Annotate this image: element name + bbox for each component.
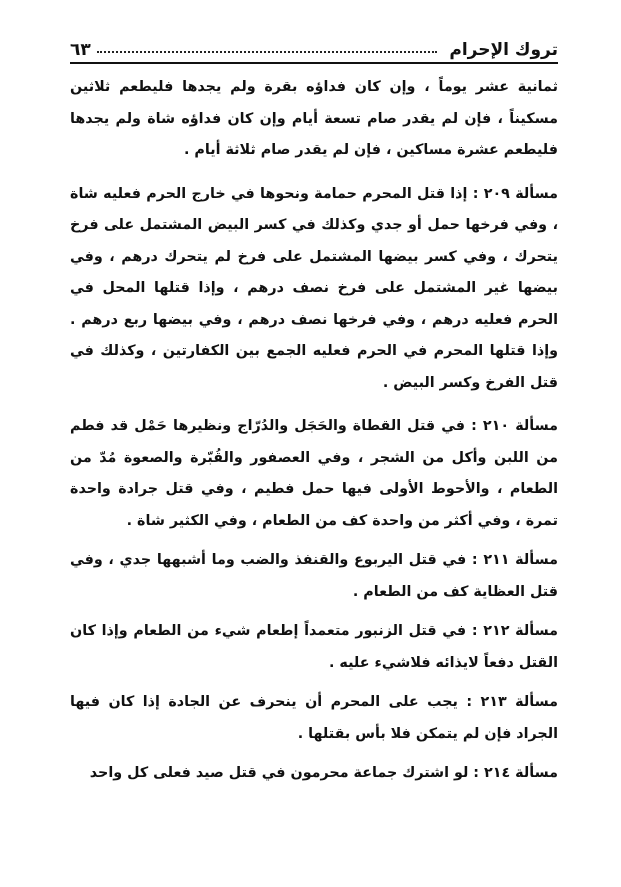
leader-dots [97, 51, 438, 53]
paragraph-issue-211: مسألة ٢١١ : في قتل اليربوع والقنفذ والضب وما أشبهها جدي ، وفي قتل العظاية كف من الطعام . [70, 552, 558, 600]
page-header [70, 30, 558, 64]
paragraph-issue-214: مسألة ٢١٤ : لو اشترك جماعة محرمون في قتل صيد فعلى كل واحد [89, 765, 558, 781]
paragraph-issue-212: مسألة ٢١٢ : في قتل الزنبور متعمداً إطعام شيء من الطعام وإذا كان القتل دفعاً لايذائه فلاشيء عليه . [70, 623, 558, 671]
page-body [70, 72, 558, 790]
running-title: تروك الإحرام [449, 40, 558, 60]
paragraph-issue-213: مسألة ٢١٣ : يجب على المحرم أن ينحرف عن الجادة إذا كان فيها الجراد فإن لم يتمكن فلا بأس بقتلها . [70, 694, 558, 742]
paragraph-issue-209: مسألة ٢٠٩ : إذا قتل المحرم حمامة ونحوها في خارج الحرم فعليه شاة ، وفي فرخها حمل أو جدي وكذلك في كسر البيض المشتمل على فرخ يتحرك ، وفي كسر بيضها المشتمل على فرخ لم يتحرك درهم ، وفي بيضها غير المشتمل على فرخ نصف درهم ، وإذا قتلها المحل في الحرم فعليه درهم ، وفي فرخها نصف درهم ، وفي بيضها ربع درهم . وإذا قتلها المحرم في الحرم فعليه الجمع بين الكفارتين ، وكذلك في قتل الفرخ وكسر البيض . [70, 185, 559, 391]
paragraph-continuation: ثمانية عشر يوماً ، وإن كان فداؤه بقرة ولم يجدها فليطعم ثلاثين مسكيناً ، فإن لم يقدر صام تسعة أيام وإن كان فداؤه شاة ولم يجدها فليطعم عشرة مساكين ، فإن لم يقدر صام ثلاثة أيام . [70, 79, 558, 158]
page-number: ٦٣ [70, 40, 91, 60]
paragraph-issue-210: مسألة ٢١٠ : في قتل القطاة والحَجَل والدُرّاج ونظيرها حَمْل قد فطم من اللبن وأكل من الشجر ، وفي العصفور والقُبّرة والصعوة مُدّ من الطعام ، والأحوط الأولى فيها حمل فطيم ، وفي قتل جرادة واحدة تمرة ، وفي أكثر من واحدة كف من الطعام ، وفي الكثير شاة . [70, 418, 558, 529]
